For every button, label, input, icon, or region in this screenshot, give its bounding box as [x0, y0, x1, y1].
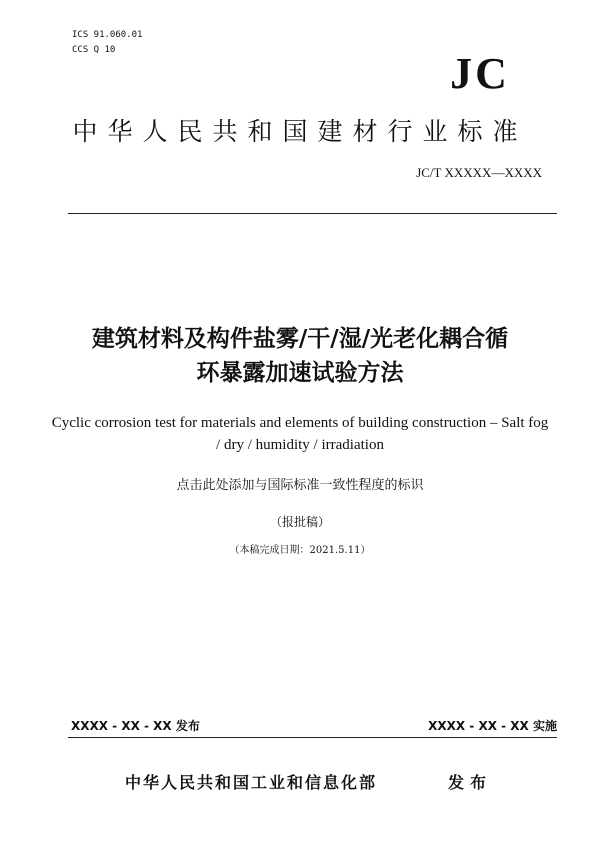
header-divider	[68, 213, 557, 214]
chinese-title-line-2: 环暴露加速试验方法	[196, 360, 404, 386]
english-title: Cyclic corrosion test for materials and elements of building construction – Salt fog / dry / humidity / irradiation	[51, 415, 549, 453]
issuing-authority: 中华人民共和国工业和信息化部	[125, 773, 378, 792]
chinese-title-line-1: 建筑材料及构件盐雾/干/湿/光老化耦合循	[91, 326, 509, 352]
draft-completion-date: （本稿完成日期：2021.5.11）	[229, 545, 371, 556]
ccs-code: CCS Q 10	[72, 45, 116, 55]
chinese-title	[0, 322, 600, 390]
implement-date: XXXX - XX - XX 实施	[428, 719, 557, 733]
draft-stage: （报批稿）	[269, 515, 330, 529]
standard-number: JC/T XXXXX—XXXX	[416, 165, 542, 180]
jc-logo: JC	[450, 49, 510, 98]
footer-divider	[68, 737, 557, 738]
issue-label: 发布	[448, 773, 493, 792]
conformity-placeholder[interactable]: 点击此处添加与国际标准一致性程度的标识	[176, 478, 424, 493]
standard-category: 中华人民共和国建材行业标准	[72, 117, 528, 146]
ics-code: ICS 91.060.01	[72, 30, 143, 40]
publish-date: XXXX - XX - XX 发布	[71, 719, 200, 733]
